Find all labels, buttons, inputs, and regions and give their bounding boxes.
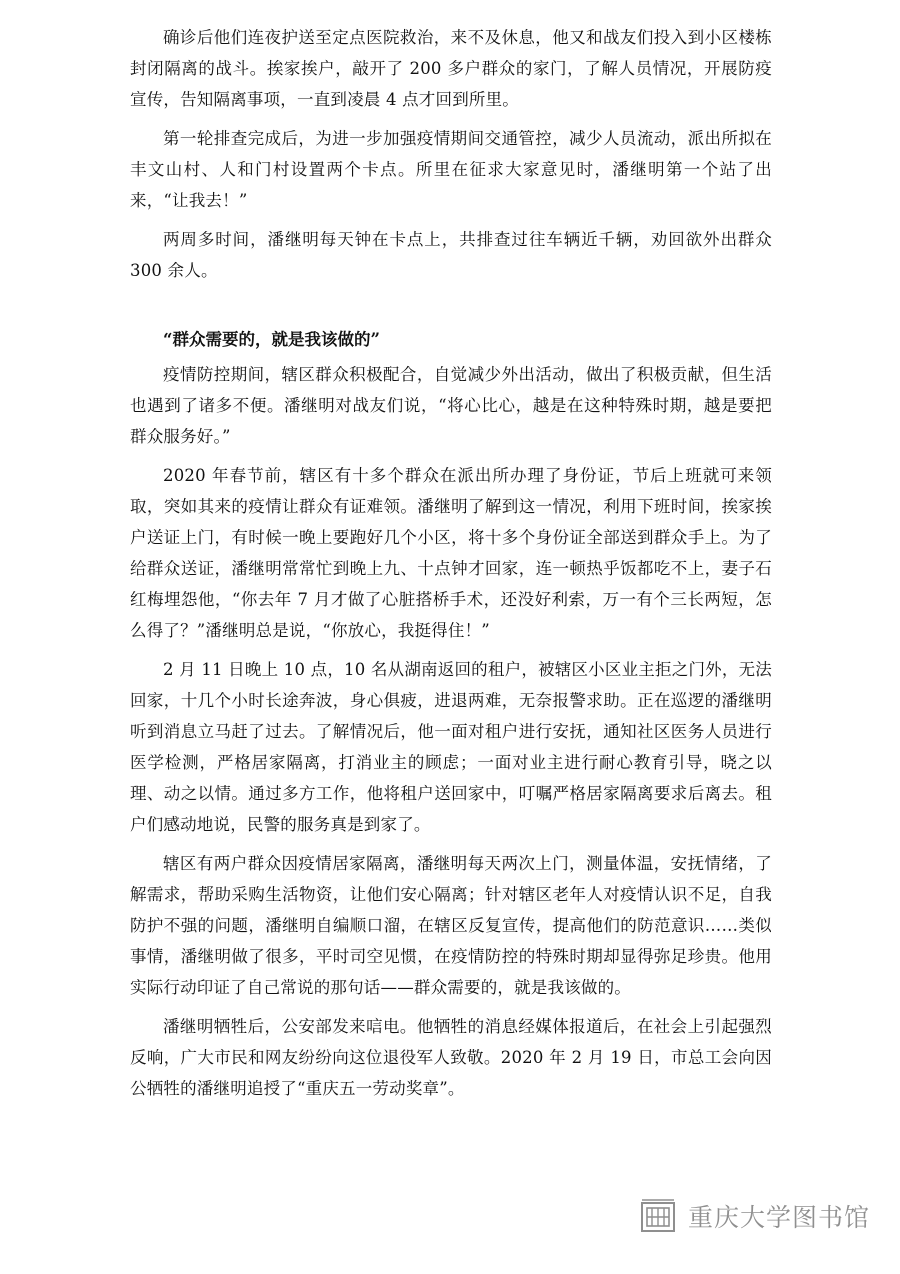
paragraph: 确诊后他们连夜护送至定点医院救治，来不及休息，他又和战友们投入到小区楼栋封闭隔离的战斗。挨家挨户，敲开了 200 多户群众的家门，了解人员情况，开展防疫宣传，告知隔离事项，一直到凌晨 4 点才回到所里。 <box>130 28 772 109</box>
paragraph: 辖区有两户群众因疫情居家隔离，潘继明每天两次上门，测量体温，安抚情绪，了解需求，帮助采购生活物资，让他们安心隔离；针对辖区老年人对疫情认识不足，自我防护不强的问题，潘继明自编顺口溜，在辖区反复宣传，提高他们的防范意识……类似事情，潘继明做了很多，平时司空见惯，在疫情防控的特殊时期却显得弥足珍贵。他用实际行动印证了自己常说的那句话——群众需要的，就是我该做的。 <box>130 854 772 997</box>
document-body <box>130 22 772 1112</box>
paragraph: 两周多时间，潘继明每天钟在卡点上，共排查过往车辆近千辆，劝回欲外出群众 300 余人。 <box>130 230 772 280</box>
library-watermark <box>640 1196 870 1236</box>
section-heading: “群众需要的，就是我该做的” <box>163 330 380 349</box>
paragraph: 疫情防控期间，辖区群众积极配合，自觉减少外出活动，做出了积极贡献，但生活也遇到了诸多不便。潘继明对战友们说，“将心比心，越是在这种特殊时期，越是要把群众服务好。” <box>130 365 772 446</box>
watermark-text: 重庆大学图书馆 <box>688 1203 871 1232</box>
library-logo-icon <box>640 1198 676 1234</box>
paragraph: 第一轮排查完成后，为进一步加强疫情期间交通管控，减少人员流动，派出所拟在丰文山村、人和门村设置两个卡点。所里在征求大家意见时，潘继明第一个站了出来，“让我去！” <box>130 129 772 210</box>
paragraph: 2 月 11 日晚上 10 点，10 名从湖南返回的租户，被辖区小区业主拒之门外，无法回家，十几个小时长途奔波，身心俱疲，进退两难，无奈报警求助。正在巡逻的潘继明听到消息立马赶了过去。了解情况后，他一面对租户进行安抚，通知社区医务人员进行医学检测，严格居家隔离，打消业主的顾虑；一面对业主进行耐心教育引导，晓之以理、动之以情。通过多方工作，他将租户送回家中，叮嘱严格居家隔离要求后离去。租户们感动地说，民警的服务真是到家了。 <box>130 660 772 834</box>
paragraph: 潘继明牺牲后，公安部发来唁电。他牺牲的消息经媒体报道后，在社会上引起强烈反响，广大市民和网友纷纷向这位退役军人致敬。2020 年 2 月 19 日，市总工会向因公牺牲的潘继明追授了“重庆五一劳动奖章”。 <box>130 1017 772 1098</box>
paragraph: 2020 年春节前，辖区有十多个群众在派出所办理了身份证，节后上班就可来领取，突如其来的疫情让群众有证难领。潘继明了解到这一情况，利用下班时间，挨家挨户送证上门，有时候一晚上要跑好几个小区，将十多个身份证全部送到群众手上。为了给群众送证，潘继明常常忙到晚上九、十点钟才回家，连一顿热乎饭都吃不上，妻子石红梅埋怨他，“你去年 7 月才做了心脏搭桥手术，还没好利索，万一有个三长两短，怎么得了？”潘继明总是说，“你放心，我挺得住！” <box>130 466 772 640</box>
